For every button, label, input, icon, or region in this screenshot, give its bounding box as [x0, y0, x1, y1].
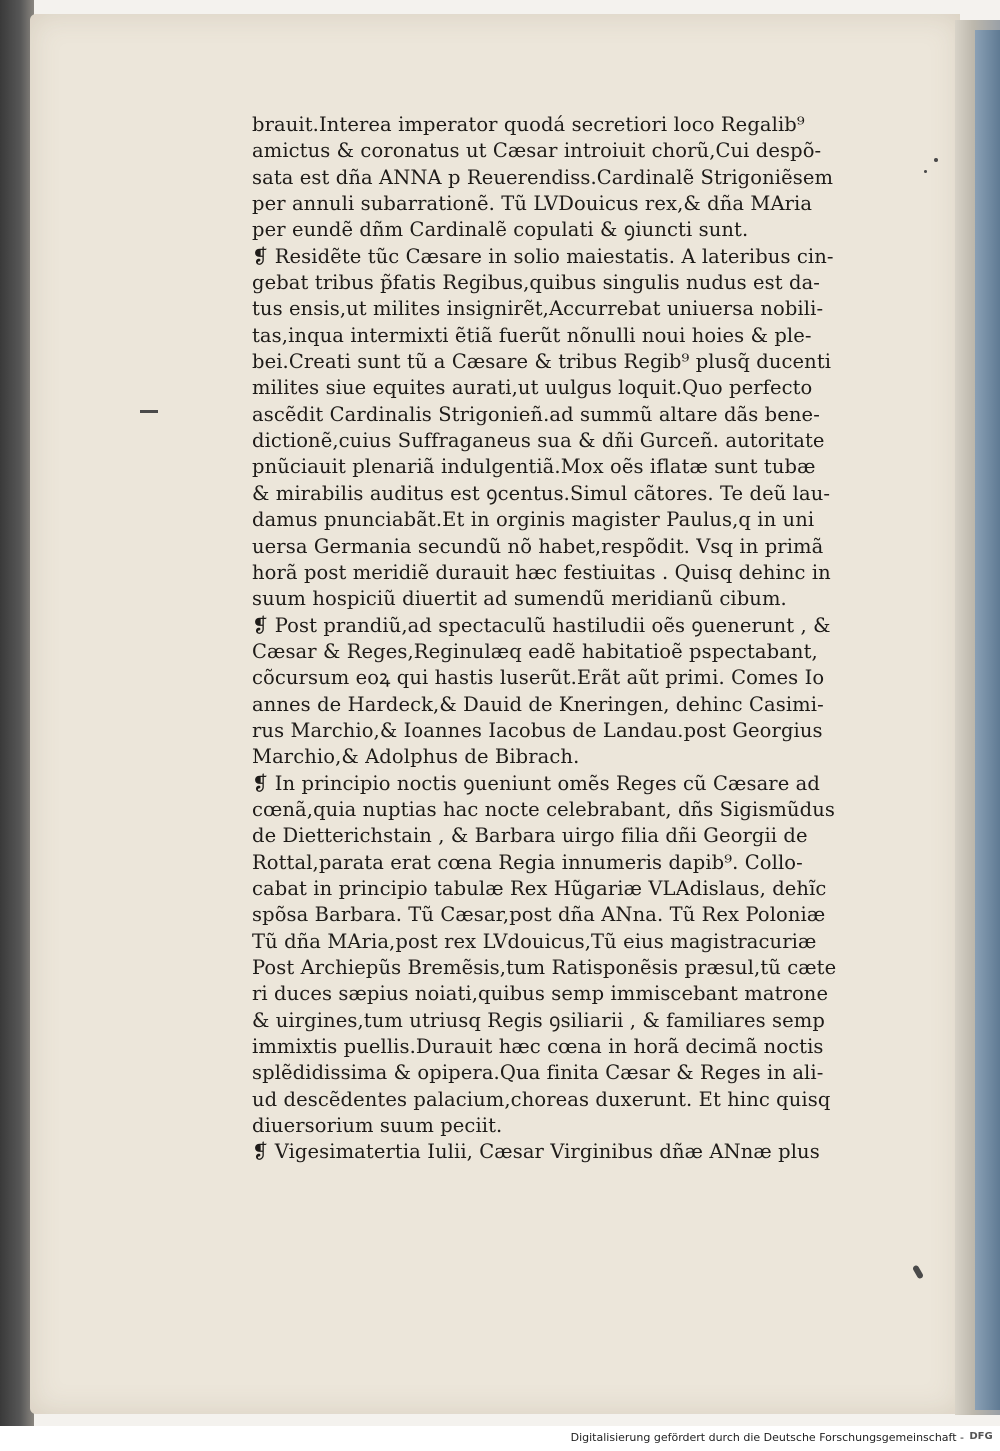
text-line: splẽdidissima & opipera.Qua finita Cæsar & Reges in ali-	[252, 1061, 824, 1085]
text-line: dictionẽ,cuius Suffraganeus sua & dñi Gurceñ. autoritate	[252, 429, 825, 453]
text-line: sata est dña ANNA p Reuerendiss.Cardinalẽ Strigoniẽsem	[252, 165, 834, 189]
text-line: & uirgines,tum utriusq Regis ꝯsiliarii , & familiares semp	[252, 1008, 825, 1032]
margin-mark	[934, 158, 938, 162]
text-line: Tũ dña MAria,post rex LVdouicus,Tũ eius magistracuriæ	[252, 929, 817, 953]
page-text	[252, 112, 917, 1192]
text-line: annes de Hardeck,& Dauid de Kneringen, dehinc Casimi-	[252, 692, 824, 716]
text-line: immixtis puellis.Durauit hæc cœna in horã decimã noctis	[252, 1035, 824, 1059]
text-line: amictus & coronatus ut Cæsar introiuit chorũ,Cui despõ-	[252, 139, 822, 163]
text-line: ❡ Vigesimatertia Iulii, Cæsar Virginibus dñæ ANnæ plus	[252, 1140, 820, 1164]
text-line: tus ensis,ut milites insignirẽt,Accurrebat uniuersa nobili-	[252, 297, 824, 321]
text-line: gebat tribus p̃fatis Regibus,quibus singulis nudus est da-	[252, 271, 820, 295]
text-line: Post Archiepũs Bremẽsis,tum Ratisponẽsis præsul,tũ cæte	[252, 956, 837, 979]
text-line: brauit.Interea imperator quodá secretiori loco Regalib⁹	[252, 113, 805, 136]
text-line: rus Marchio,& Ioannes Iacobus de Landau.post Georgius	[252, 718, 823, 742]
text-line: diuersorium suum peciit.	[252, 1114, 503, 1138]
text-line: per eundẽ dñm Cardinalẽ copulati & ꝯiuncti sunt.	[252, 218, 749, 242]
cover-edge	[975, 30, 1000, 1410]
text-line: ❡ Post prandiũ,ad spectaculũ hastiludii oẽs ꝯuenerunt , &	[252, 613, 831, 637]
text-line: cõcursum eoꝝ qui hastis luserũt.Erãt aũt primi. Comes Io	[252, 666, 825, 690]
text-line: uersa Germania secundũ nõ habet,respõdit. Vsq in primã	[252, 534, 824, 558]
text-line: ❡ In principio noctis ꝯueniunt omẽs Reges cũ Cæsare ad	[252, 771, 820, 795]
margin-mark	[140, 410, 158, 413]
dfg-logo-icon: DFG	[969, 1431, 993, 1442]
text-line: per annuli subarrationẽ. Tũ LVDouicus rex,& dña MAria	[252, 192, 813, 216]
book-spine-shadow	[0, 0, 34, 1451]
text-line: ud descẽdentes palacium,choreas duxerunt. Et hinc quisq	[252, 1087, 831, 1111]
text-line: Cæsar & Reges,Reginulæq eadẽ habitatioẽ pspectabant,	[252, 639, 818, 663]
footer-credit: Digitalisierung gefördert durch die Deutsche Forschungsgemeinschaft -	[570, 1431, 964, 1444]
text-line: ❡ Residẽte tũc Cæsare in solio maiestatis. A lateribus cin-	[252, 244, 834, 268]
text-line: tas,inqua intermixti ẽtiã fuerũt nõnulli noui hoies & ple-	[252, 323, 812, 347]
text-line: ri duces sæpius noiati,quibus semp immiscebant matrone	[252, 982, 829, 1006]
text-line: suum hospiciũ diuertit ad sumendũ meridianũ cibum.	[252, 587, 787, 611]
text-line: Marchio,& Adolphus de Bibrach.	[252, 745, 580, 769]
text-line: cœnã,quia nuptias hac nocte celebrabant, dñs Sigismũdus	[252, 797, 836, 821]
text-line: Rottal,parata erat cœna Regia innumeris dapib⁹. Collo-	[252, 850, 803, 874]
text-line: bei.Creati sunt tũ a Cæsare & tribus Regib⁹ plusq̃ ducenti	[252, 350, 832, 374]
text-line: horã post meridiẽ durauit hæc festiuitas . Quisq dehinc in	[252, 560, 831, 584]
text-line: milites siue equites aurati,ut uulgus loquit.Quo perfecto	[252, 376, 813, 400]
text-line: ascẽdit Cardinalis Strigonieñ.ad summũ altare dãs bene-	[252, 402, 820, 426]
text-line: spõsa Barbara. Tũ Cæsar,post dña ANna. Tũ Rex Poloniæ	[252, 903, 826, 927]
text-line: damus pnunciabãt.Et in orginis magister Paulus,q in uni	[252, 508, 815, 532]
text-line: de Dietterichstain , & Barbara uirgo filia dñi Georgii de	[252, 824, 808, 848]
text-line: pnũciauit plenariã indulgentiã.Mox oẽs iflatæ sunt tubæ	[252, 455, 816, 479]
margin-mark	[924, 170, 927, 173]
text-line: cabat in principio tabulæ Rex Hũgariæ VLAdislaus, dehĩc	[252, 876, 827, 900]
text-line: & mirabilis auditus est ꝯcentus.Simul cãtores. Te deũ lau-	[252, 481, 831, 505]
